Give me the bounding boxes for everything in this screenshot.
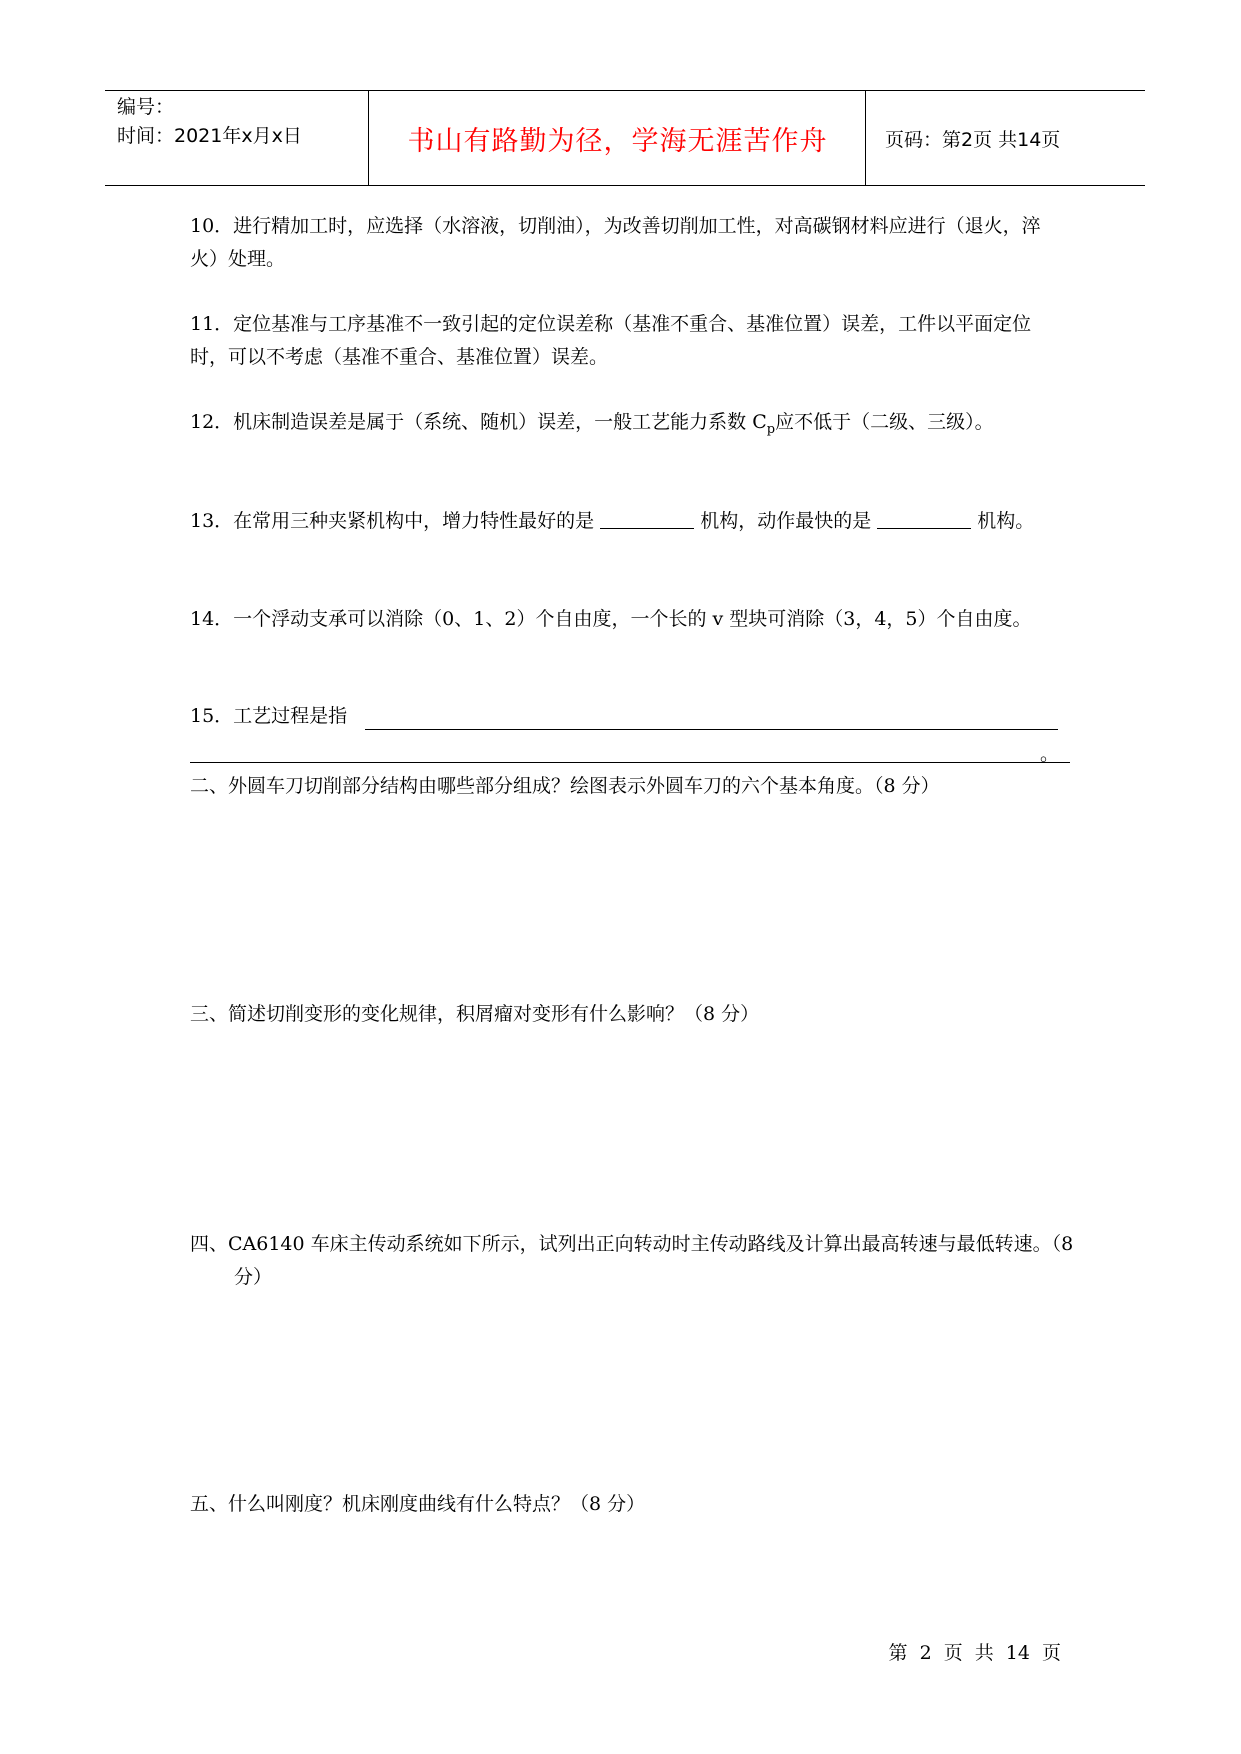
number-label: 编号： xyxy=(117,96,175,118)
section-5: 五、什么叫刚度？机床刚度曲线有什么特点？（8 分） xyxy=(190,1493,646,1515)
question-13-text-c: 机构。 xyxy=(977,510,1035,532)
answer-blank[interactable] xyxy=(877,508,971,529)
time-label: 时间：2021年x月x日 xyxy=(117,125,302,147)
section-3: 三、简述切削变形的变化规律，积屑瘤对变形有什么影响？（8 分） xyxy=(190,1003,760,1025)
question-10: 10．进行精加工时，应选择（水溶液，切削油），为改善切削加工性，对高碳钢材料应进行（退火，淬火）处理。 xyxy=(190,215,1041,270)
question-12-text-a: 12．机床制造误差是属于（系统、随机）误差，一般工艺能力系数 C xyxy=(190,411,767,433)
question-12-text-b: 应不低于（二级、三级）。 xyxy=(775,411,994,433)
answer-blank[interactable] xyxy=(600,508,694,529)
page-header xyxy=(105,90,1145,186)
question-12 xyxy=(190,406,1060,446)
header-divider xyxy=(368,91,369,185)
header-divider xyxy=(865,91,866,185)
question-12-subscript: p xyxy=(766,422,776,437)
section-4: 四、CA6140 车床主传动系统如下所示，试列出正向转动时主传动路线及计算出最高转速与最低转速。（8 分） xyxy=(190,1233,1074,1288)
header-page-label: 页码：第2页 共14页 xyxy=(885,128,1061,151)
page-footer: 第 2 页 共 14 页 xyxy=(888,1642,1061,1664)
question-13 xyxy=(190,505,1060,538)
question-13-text-a: 13．在常用三种夹紧机构中，增力特性最好的是 xyxy=(190,510,595,532)
question-14: 14．一个浮动支承可以消除（0、1、2）个自由度，一个长的 v 型块可消除（3，4，5）个自由度。 xyxy=(190,608,1032,630)
header-motto: 书山有路勤为径，学海无涯苦作舟 xyxy=(407,125,828,157)
section-2: 二、外圆车刀切削部分结构由哪些部分组成？绘图表示外圆车刀的六个基本角度。（8 分） xyxy=(190,775,940,797)
question-13-text-b: 机构，动作最快的是 xyxy=(700,510,872,532)
answer-line[interactable] xyxy=(190,762,1070,763)
question-15-end: 。 xyxy=(1040,743,1060,765)
question-11: 11．定位基准与工序基准不一致引起的定位误差称（基准不重合、基准位置）误差，工件以平面定位时，可以不考虑（基准不重合、基准位置）误差。 xyxy=(190,313,1032,368)
question-15: 15．工艺过程是指 xyxy=(190,705,348,727)
answer-line[interactable] xyxy=(365,729,1058,730)
header-info xyxy=(117,93,302,151)
